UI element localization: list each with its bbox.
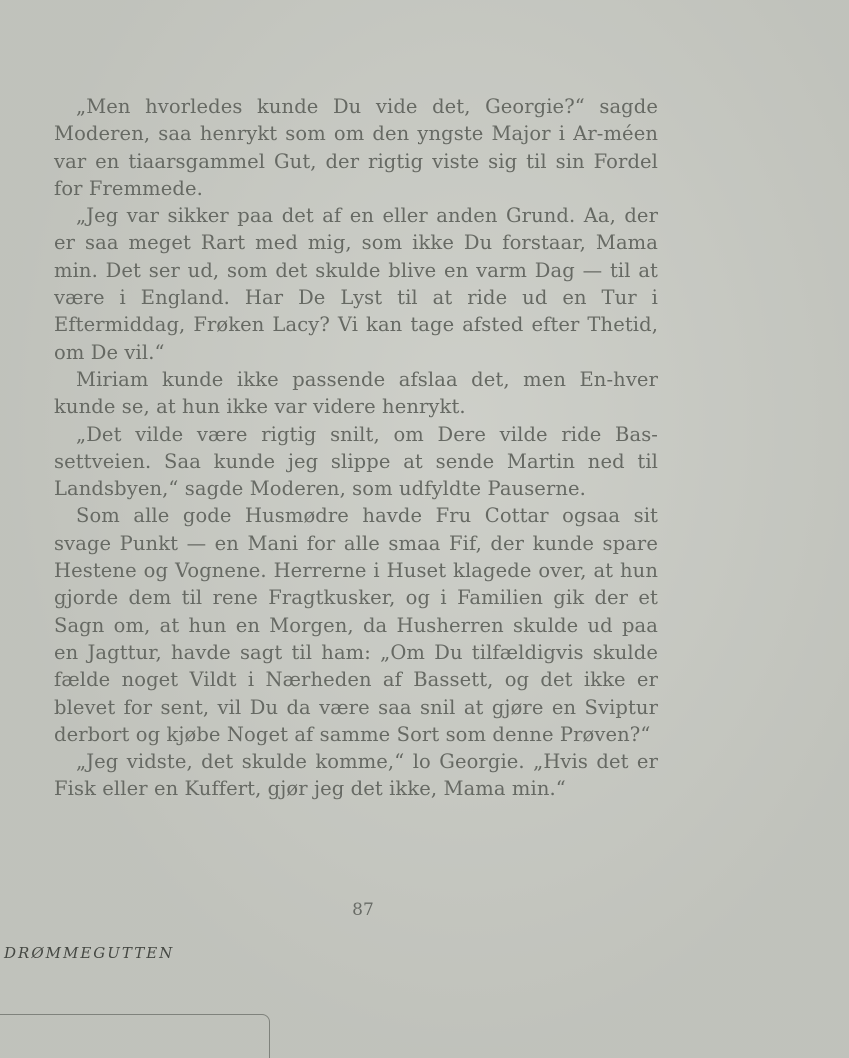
page-edge-tab [262,1014,270,1058]
paragraph: „Men hvorledes kunde Du vide det, Georgie?“ sagde Moderen, saa henrykt som om den yngste Major i Ar-méen var en tiaarsgammel Gut, der rigtig viste sig til sin Fordel for Fremmede. [54,95,658,200]
body-text [54,93,658,803]
paragraph: „Jeg vidste, det skulde komme,“ lo Georgie. „Hvis det er Fisk eller en Kuffert, gjør jeg det ikke, Mama min.“ [54,750,658,801]
running-title: DRØMMEGUTTEN [4,944,175,962]
paragraph: „Jeg var sikker paa det af en eller anden Grund. Aa, der er saa meget Rart med mig, som ikke Du forstaar, Mama min. Det ser ud, som det skulde blive en varm Dag — til at være i England. Har De Lyst til at ride ud en Tur i Eftermiddag, Frøken Lacy? Vi kan tage afsted efter Thetid, om De vil.“ [54,204,658,364]
page-number: 87 [352,900,374,920]
paragraph: Miriam kunde ikke passende afslaa det, men En-hver kunde se, at hun ikke var videre henrykt. [54,367,658,419]
paragraph: Som alle gode Husmødre havde Fru Cottar ogsaa sit svage Punkt — en Mani for alle smaa Fif, der kunde spare Hestene og Vognene. Herrerne i Huset klagede over, at hun gjorde dem til rene Fragtkusker, og i Familien gik der et Sagn om, at hun en Morgen, da Husherren skulde ud paa en Jagttur, havde sagt til ham: „Om Du tilfældigvis skulde fælde noget Vildt i Nærheden af Bassett, og det ikke er blevet for sent, vil Du da være saa snil at gjøre en Sviptur derbort og kjøbe Noget af samme Sort som denne Prøven?“ [54,504,658,746]
paragraph: „Det vilde være rigtig snilt, om Dere vilde ride Bas-settveien. Saa kunde jeg slippe at sende Martin ned til Landsbyen,“ sagde Moderen, som udfyldte Pauserne. [54,422,658,501]
bottom-divider [0,1014,262,1015]
